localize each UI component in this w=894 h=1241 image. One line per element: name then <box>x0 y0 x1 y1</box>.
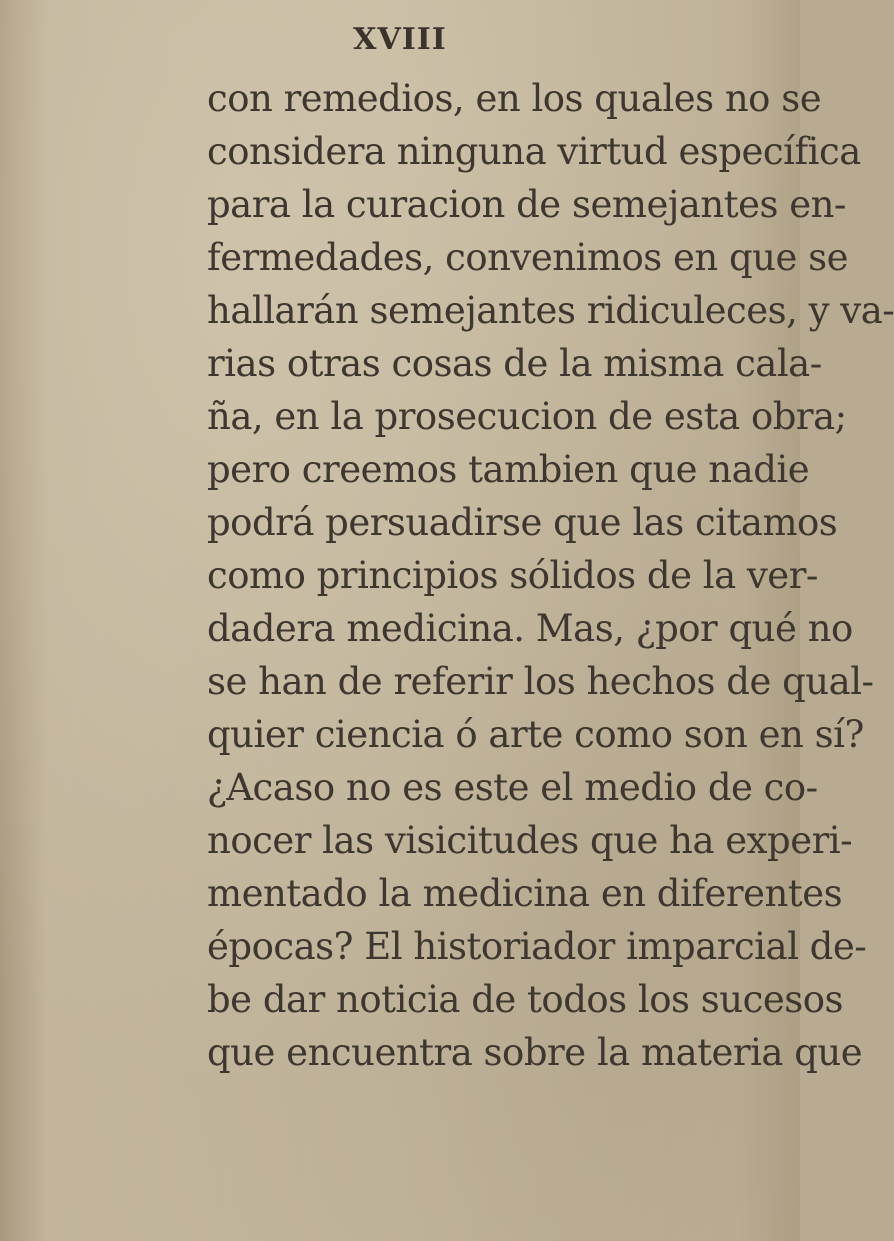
text-line: mentado la medicina en diferentes <box>207 872 843 915</box>
text-line: quier ciencia ó arte como son en sí? <box>207 713 864 756</box>
text-line: pero creemos tambien que nadie <box>207 448 810 491</box>
page-number: XVIII <box>353 22 447 57</box>
text-line: para la curacion de semejantes en- <box>207 183 846 226</box>
text-line: como principios sólidos de la ver- <box>207 554 818 597</box>
text-line: rias otras cosas de la misma cala- <box>207 342 822 385</box>
text-line: se han de referir los hechos de qual- <box>207 660 874 703</box>
text-line: dadera medicina. Mas, ¿por qué no <box>207 607 853 650</box>
text-line: podrá persuadirse que las citamos <box>207 501 838 544</box>
text-line: nocer las visicitudes que ha experi- <box>207 819 853 862</box>
text-line: hallarán semejantes ridiculeces, y va- <box>207 289 894 332</box>
text-line: con remedios, en los quales no se <box>207 77 822 120</box>
text-line: ¿Acaso no es este el medio de co- <box>207 766 818 809</box>
text-line: considera ninguna virtud específica <box>207 130 861 173</box>
text-line: épocas? El historiador imparcial de- <box>207 925 867 968</box>
text-line: ña, en la prosecucion de esta obra; <box>207 395 847 438</box>
text-line: fermedades, convenimos en que se <box>207 236 849 279</box>
text-line: be dar noticia de todos los sucesos <box>207 978 843 1021</box>
text-line: que encuentra sobre la materia que <box>207 1031 863 1074</box>
body-text <box>207 72 894 1079</box>
